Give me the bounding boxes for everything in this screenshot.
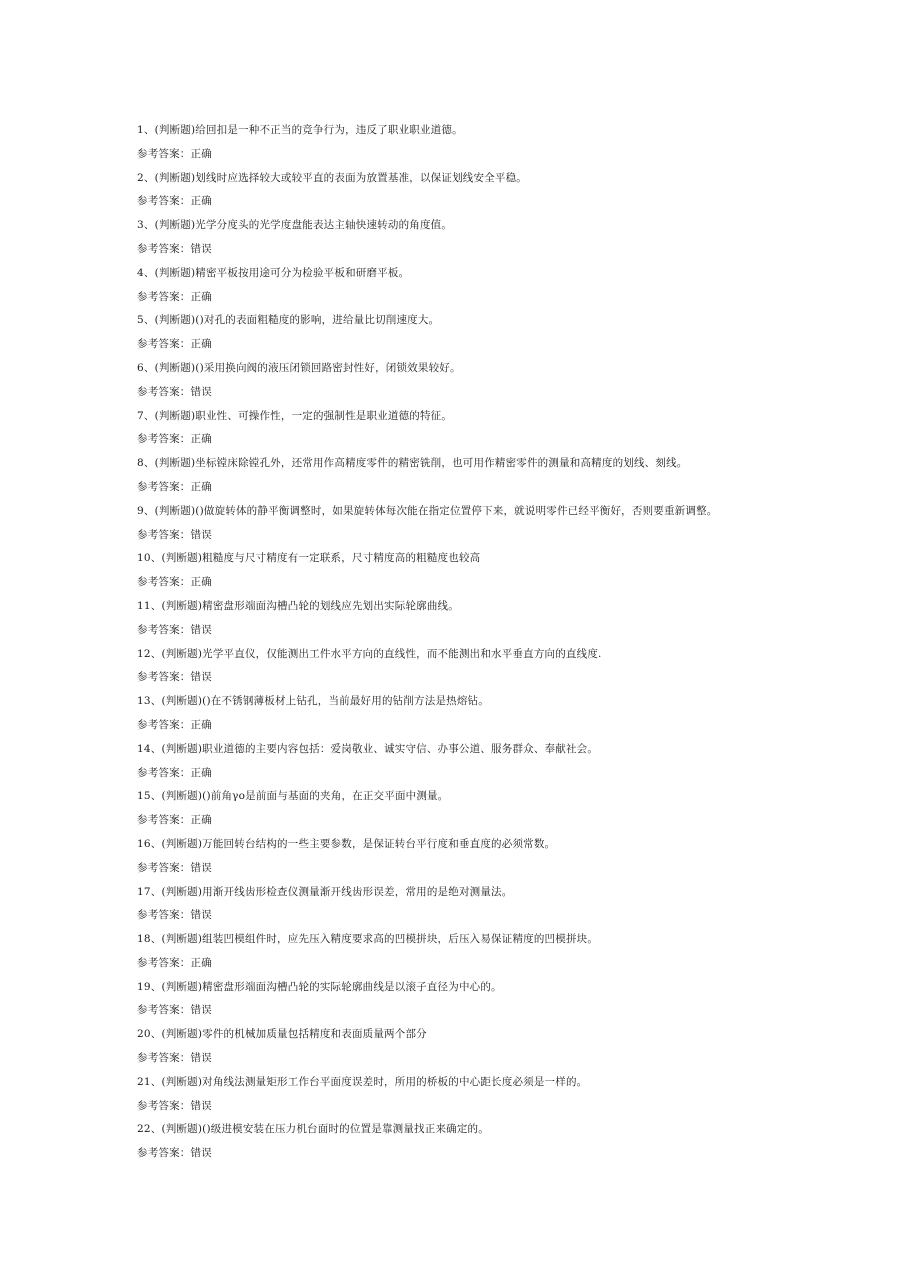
question-text: 5、(判断题)()对孔的表面粗糙度的影响，进给量比切削速度大。 [137, 314, 440, 327]
answer-line [137, 430, 837, 454]
answer-prefix: 参考答案： [137, 385, 191, 398]
question-text: 3、(判断题)光学分度头的光学度盘能表达主轴快速转动的角度值。 [137, 219, 453, 232]
answer-prefix: 参考答案： [137, 956, 191, 969]
question-text: 22、(判断题)()级进模安装在压力机台面时的位置是靠测量找正来确定的。 [137, 1123, 489, 1136]
answer-value: 错误 [190, 1004, 212, 1017]
answer-value: 错误 [190, 623, 212, 636]
answer-prefix: 参考答案： [137, 576, 191, 589]
answer-prefix: 参考答案： [137, 1052, 191, 1065]
question-text: 19、(判断题)精密盘形端面沟槽凸轮的实际轮廓曲线是以滚子直径为中心的。 [137, 980, 502, 993]
answer-prefix: 参考答案： [137, 861, 191, 874]
answer-prefix: 参考答案： [137, 909, 191, 922]
question-text: 7、(判断题)职业性、可操作性，一定的强制性是职业道德的特征。 [137, 409, 453, 422]
question-text: 18、(判断题)组装凹模组件时，应先压入精度要求高的凹模拼块，后压入易保证精度的凹模拼块。 [137, 933, 599, 946]
answer-prefix: 参考答案： [137, 623, 191, 636]
question-text: 1、(判断题)给回扣是一种不正当的竞争行为，违反了职业职业道德。 [137, 124, 463, 136]
answer-prefix: 参考答案： [137, 338, 191, 351]
answer-line [137, 573, 837, 597]
answer-line [137, 288, 837, 312]
answer-prefix: 参考答案： [137, 147, 191, 160]
answer-prefix: 参考答案： [137, 671, 191, 684]
question-text: 10、(判断题)粗糙度与尺寸精度有一定联系，尺寸精度高的粗糙度也较高 [137, 552, 481, 565]
answer-value: 错误 [190, 1147, 212, 1160]
answer-line [137, 478, 837, 502]
answer-line [137, 526, 837, 550]
answer-value: 错误 [190, 1052, 212, 1065]
answer-line [137, 621, 837, 645]
question-text: 2、(判断题)划线时应选择较大或较平直的表面为放置基准，以保证划线安全平稳。 [137, 171, 527, 184]
answer-value: 正确 [190, 195, 212, 208]
question-text: 21、(判断题)对角线法测量矩形工作台平面度误差时，所用的桥板的中心距长度必须是一样的。 [137, 1075, 588, 1088]
question-text: 4、(判断题)精密平板按用途可分为检验平板和研磨平板。 [137, 266, 410, 279]
question-text: 14、(判断题)职业道德的主要内容包括：爱岗敬业、诚实守信、办事公道、服务群众、奉献社会。 [137, 742, 599, 755]
question-text: 17、(判断题)用渐开线齿形检查仪测量渐开线齿形误差，常用的是绝对测量法。 [137, 885, 513, 898]
answer-prefix: 参考答案： [137, 814, 191, 827]
answer-value: 错误 [190, 909, 212, 922]
answer-value: 错误 [190, 242, 212, 255]
question-list [137, 121, 837, 1168]
answer-prefix: 参考答案： [137, 766, 191, 779]
answer-value: 正确 [190, 480, 212, 493]
answer-value: 错误 [190, 1099, 212, 1112]
answer-value: 正确 [190, 814, 212, 827]
question-text: 9、(判断题)()做旋转体的静平衡调整时，如果旋转体每次能在指定位置停下来，就说明零件已经平衡好，否则要重新调整。 [137, 504, 718, 517]
answer-line [137, 1049, 837, 1073]
answer-value: 正确 [190, 433, 212, 446]
answer-line [137, 145, 837, 169]
answer-value: 正确 [190, 290, 212, 303]
answer-prefix: 参考答案： [137, 1099, 191, 1112]
answer-line [137, 764, 837, 788]
question-text: 20、(判断题)零件的机械加质量包括精度和表面质量两个部分 [137, 1028, 427, 1041]
answer-value: 错误 [190, 528, 212, 541]
answer-value: 正确 [190, 766, 212, 779]
answer-value: 正确 [190, 576, 212, 589]
question-text: 16、(判断题)万能回转台结构的一些主要参数，是保证转台平行度和垂直度的必须常数。 [137, 837, 556, 850]
answer-line [137, 859, 837, 883]
answer-line [137, 335, 837, 359]
answer-value: 正确 [190, 956, 212, 969]
answer-line [137, 716, 837, 740]
answer-prefix: 参考答案： [137, 290, 191, 303]
answer-line [137, 1144, 837, 1168]
question-text: 13、(判断题)()在不锈钢薄板材上钻孔，当前最好用的钻削方法是热熔钻。 [137, 695, 489, 708]
answer-value: 正确 [190, 147, 212, 160]
answer-prefix: 参考答案： [137, 242, 191, 255]
answer-line [137, 1001, 837, 1025]
answer-value: 错误 [190, 671, 212, 684]
question-text: 15、(判断题)()前角γo是前面与基面的夹角，在正交平面中测量。 [137, 790, 449, 803]
answer-line [137, 240, 837, 264]
answer-line [137, 906, 837, 930]
answer-prefix: 参考答案： [137, 433, 191, 446]
answer-line [137, 811, 837, 835]
answer-line [137, 954, 837, 978]
answer-line [137, 383, 837, 407]
question-text: 12、(判断题)光学平直仪，仅能测出工件水平方向的直线性，而不能测出和水平垂直方向的直线度. [137, 647, 602, 660]
answer-line [137, 668, 837, 692]
question-text: 11、(判断题)精密盘形端面沟槽凸轮的划线应先划出实际轮廓曲线。 [137, 599, 459, 612]
answer-prefix: 参考答案： [137, 1004, 191, 1017]
question-text: 8、(判断题)坐标镗床除镗孔外，还常用作高精度零件的精密铣削，也可用作精密零件的测量和高精度的划线、刻线。 [137, 457, 688, 470]
answer-prefix: 参考答案： [137, 1147, 191, 1160]
answer-prefix: 参考答案： [137, 718, 191, 731]
answer-value: 正确 [190, 338, 212, 351]
question-text: 6、(判断题)()采用换向阀的液压闭锁回路密封性好，闭锁效果较好。 [137, 361, 461, 374]
answer-value: 错误 [190, 385, 212, 398]
answer-value: 错误 [190, 861, 212, 874]
answer-prefix: 参考答案： [137, 528, 191, 541]
answer-value: 正确 [190, 718, 212, 731]
answer-prefix: 参考答案： [137, 195, 191, 208]
answer-line [137, 1097, 837, 1121]
answer-line [137, 192, 837, 216]
answer-prefix: 参考答案： [137, 480, 191, 493]
